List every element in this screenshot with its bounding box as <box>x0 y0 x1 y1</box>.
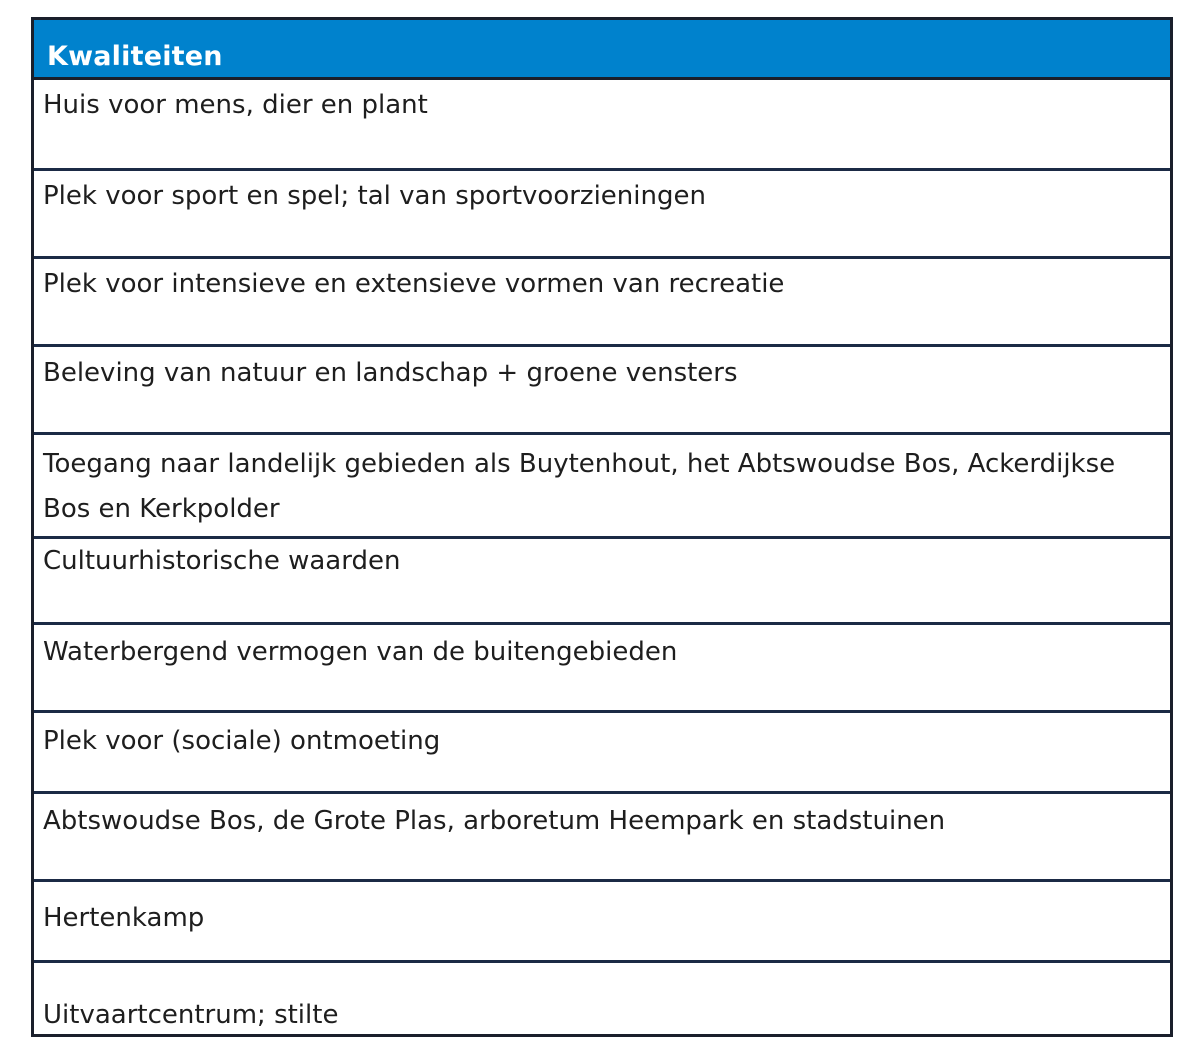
table-row <box>34 882 1170 963</box>
table-row-text: Toegang naar landelijk gebieden als Buytenhout, het Abtswoudse Bos, Ackerdijkse Bos en Kerkpolder <box>43 449 1116 524</box>
table-row <box>34 259 1170 347</box>
table-row-text: Huis voor mens, dier en plant <box>43 90 428 120</box>
table-row <box>34 80 1170 171</box>
table-row <box>34 347 1170 435</box>
qualities-table <box>31 17 1173 1037</box>
table-row-text: Waterbergend vermogen van de buitengebieden <box>43 637 678 667</box>
table-row <box>34 435 1170 539</box>
table-row-text: Hertenkamp <box>43 903 205 933</box>
table-row-text: Plek voor intensieve en extensieve vormen van recreatie <box>43 269 785 299</box>
table-row-text: Beleving van natuur en landschap + groene vensters <box>43 358 738 388</box>
table-row <box>34 794 1170 882</box>
table-header <box>34 20 1170 80</box>
table-row <box>34 713 1170 794</box>
table-row-text: Plek voor sport en spel; tal van sportvoorzieningen <box>43 181 706 211</box>
table-row-text: Uitvaartcentrum; stilte <box>43 1000 339 1030</box>
table-header-title: Kwaliteiten <box>47 41 223 72</box>
table-row-text: Cultuurhistorische waarden <box>43 546 401 576</box>
table-row <box>34 625 1170 713</box>
table-row <box>34 171 1170 259</box>
table-row-text: Abtswoudse Bos, de Grote Plas, arboretum Heempark en stadstuinen <box>43 806 946 836</box>
table-row <box>34 539 1170 625</box>
table-row <box>34 963 1170 1034</box>
table-row-text: Plek voor (sociale) ontmoeting <box>43 726 441 756</box>
